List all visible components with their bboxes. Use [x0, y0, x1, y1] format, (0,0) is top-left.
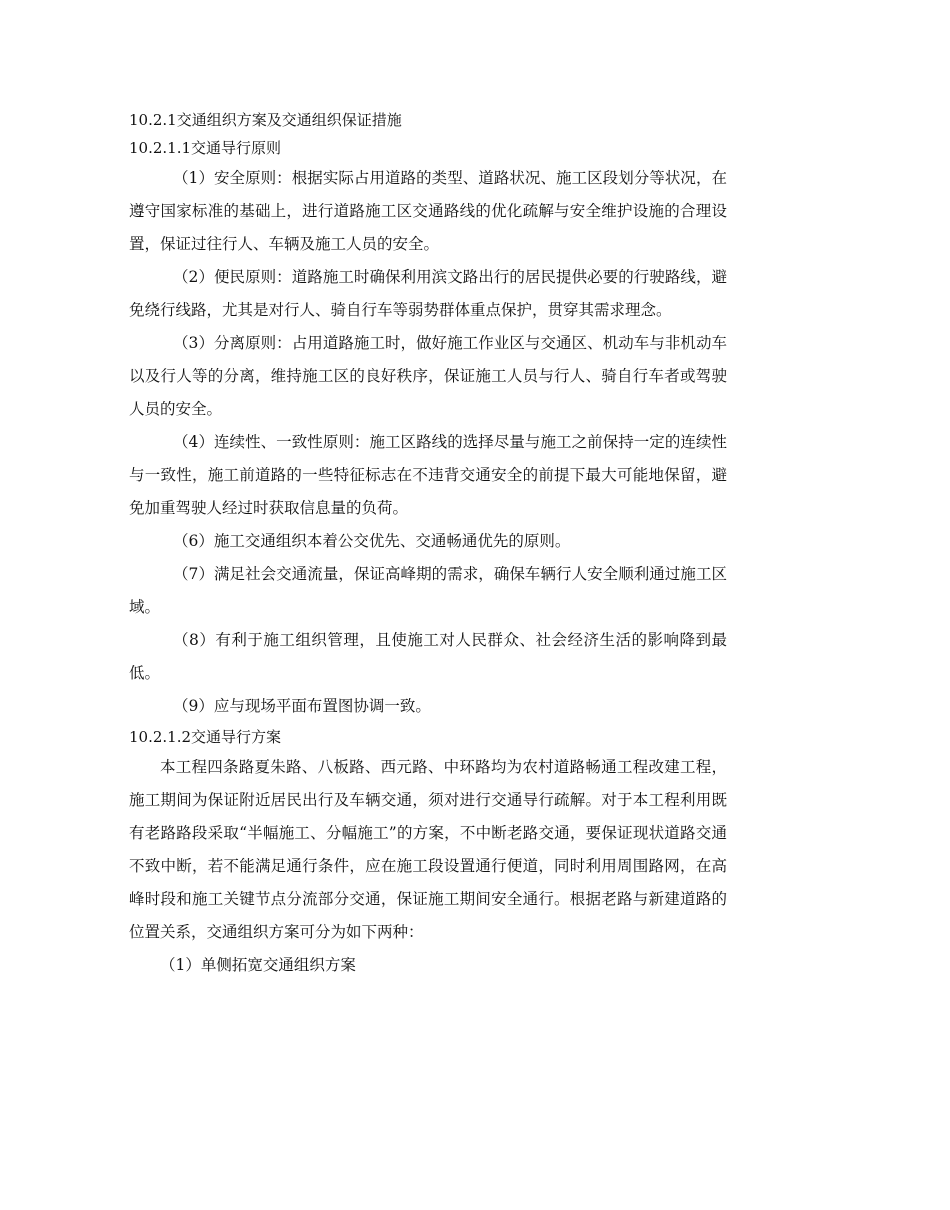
sub-item-single-side-widening: （1）单侧拓宽交通组织方案 [160, 956, 356, 974]
plan-paragraph: 本工程四条路夏朱路、八板路、西元路、中环路均为农村道路畅通工程改建工程，施工期间为保证附近居民出行及车辆交通，须对进行交通导行疏解。对于本工程利用既有老路路段采取“半幅施工、分幅施工”的方案，不中断老路交通，要保证现状道路交通不致中断，若不能满足通行条件，应在施工段设置通行便道，同时利用周围路网，在高峰时段和施工关键节点分流部分交通，保证施工期间安全通行。根据老路与新建道路的位置关系，交通组织方案可分为如下两种： [129, 758, 727, 941]
section-heading-10-2-1: 10.2.1交通组织方案及交通组织保证措施 [129, 111, 402, 129]
principle-management: （8）有利于施工组织管理，且使施工对人民群众、社会经济生活的影响降到最低。 [129, 631, 727, 682]
principle-convenience: （2）便民原则：道路施工时确保利用滨文路出行的居民提供必要的行驶路线，避免绕行线路，尤其是对行人、骑自行车等弱势群体重点保护，贯穿其需求理念。 [129, 268, 727, 319]
principle-traffic-flow: （7）满足社会交通流量，保证高峰期的需求，确保车辆行人安全顺利通过施工区域。 [129, 565, 727, 616]
principle-separation: （3）分离原则：占用道路施工时，做好施工作业区与交通区、机动车与非机动车以及行人等的分离，维持施工区的良好秩序，保证施工人员与行人、骑自行车者或驾驶人员的安全。 [129, 334, 727, 418]
section-heading-10-2-1-1: 10.2.1.1交通导行原则 [129, 139, 282, 157]
principle-site-layout: （9）应与现场平面布置图协调一致。 [173, 697, 431, 715]
principle-safety: （1）安全原则：根据实际占用道路的类型、道路状况、施工区段划分等状况，在遵守国家标准的基础上，进行道路施工区交通路线的优化疏解与安全维护设施的合理设置，保证过往行人、车辆及施工人员的安全。 [129, 169, 727, 253]
document-body [129, 106, 727, 982]
section-heading-10-2-1-2: 10.2.1.2交通导行方案 [129, 728, 282, 746]
principle-continuity: （4）连续性、一致性原则：施工区路线的选择尽量与施工之前保持一定的连续性与一致性，施工前道路的一些特征标志在不违背交通安全的前提下最大可能地保留，避免加重驾驶人经过时获取信息量的负荷。 [129, 433, 727, 517]
principle-transit-priority: （6）施工交通组织本着公交优先、交通畅通优先的原则。 [173, 532, 571, 550]
